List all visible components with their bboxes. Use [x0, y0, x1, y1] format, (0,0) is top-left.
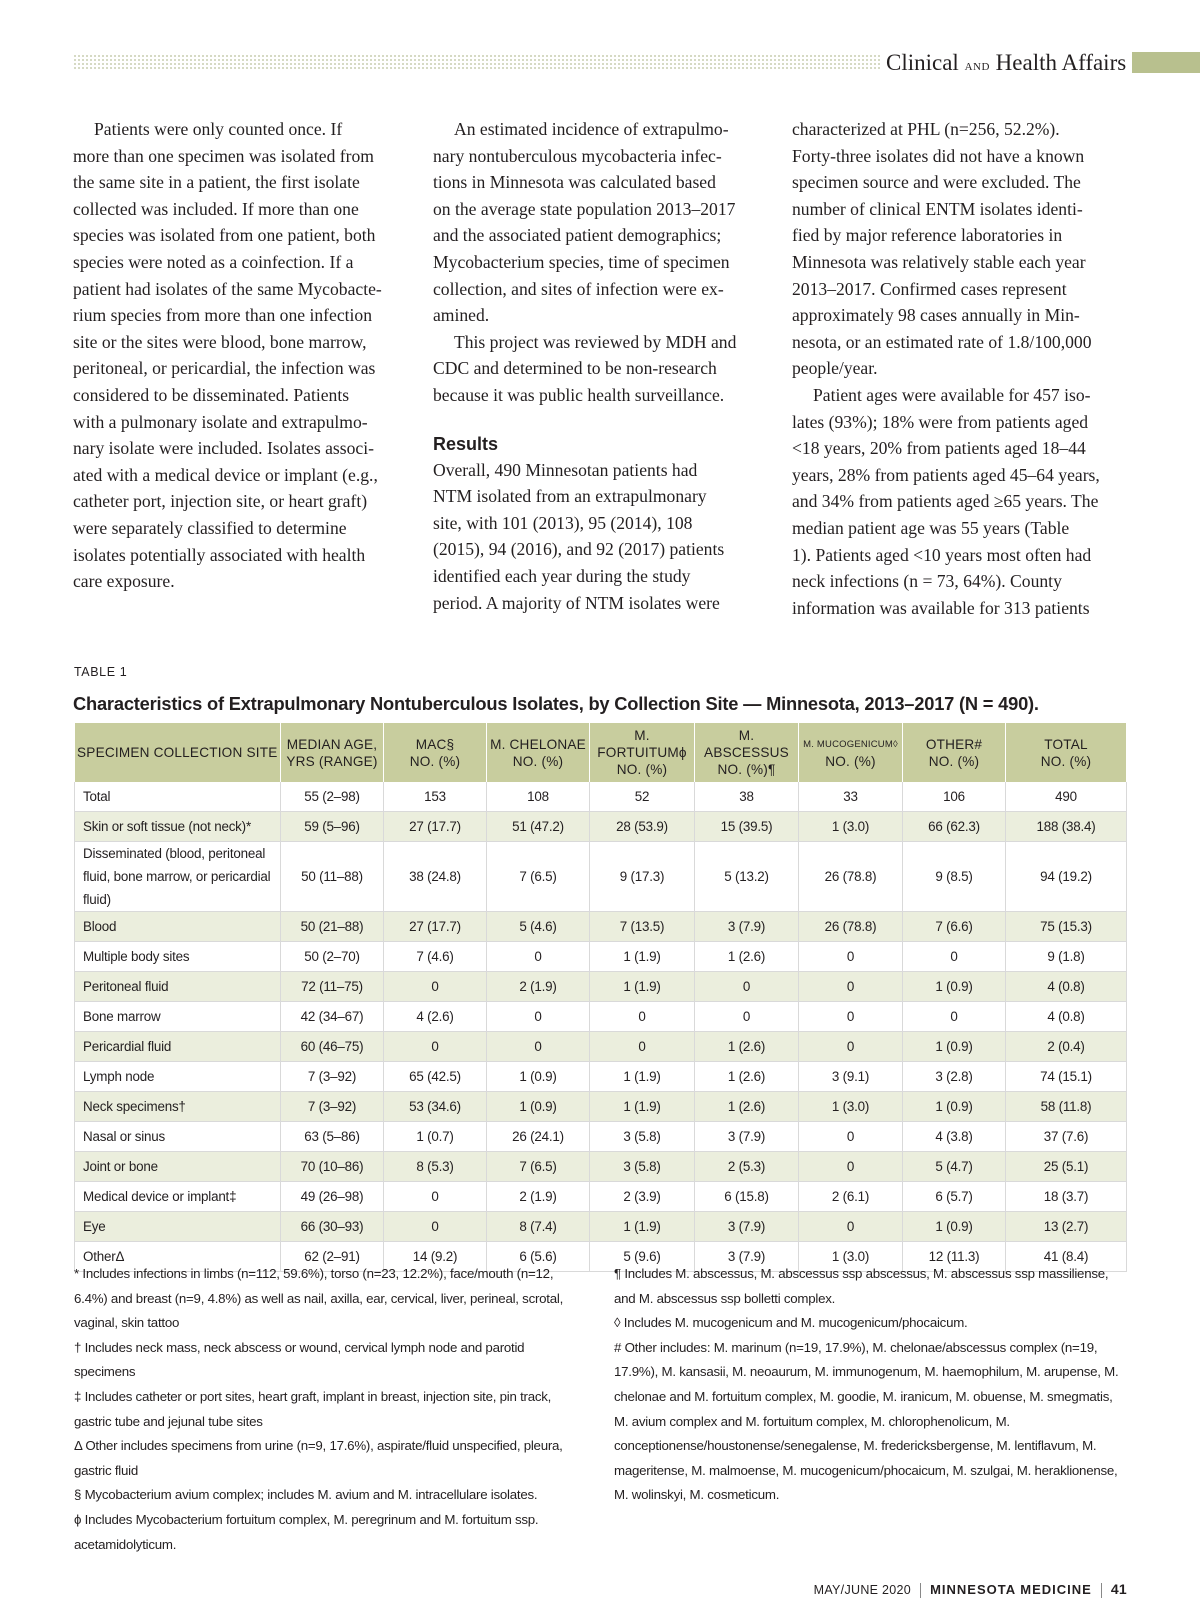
- footnotes-left: [74, 1262, 582, 1557]
- table-cell: 7 (3–92): [281, 1092, 384, 1122]
- table-cell: 7 (6.6): [903, 912, 1006, 942]
- table-cell: 7 (4.6): [384, 942, 487, 972]
- column-header-line: M. CHELONAE: [490, 736, 586, 752]
- page-footer: [814, 1581, 1127, 1598]
- text-line: collection, and sites of infection were ex-: [433, 278, 724, 299]
- table-cell: 108: [487, 782, 590, 812]
- text-line: people/year.: [792, 358, 878, 379]
- footnote: ϕ Includes Mycobacterium fortuitum complex, M. peregrinum and M. fortuitum ssp. acetamidolyticum.: [74, 1511, 539, 1552]
- table-cell: 1 (3.0): [799, 812, 903, 842]
- column-3-paragraph-1: [792, 116, 1137, 382]
- table-cell: 42 (34–67): [281, 1002, 384, 1032]
- table-cell: 0: [799, 942, 903, 972]
- table-cell: 41 (8.4): [1006, 1242, 1127, 1272]
- table-cell: 0: [799, 1212, 903, 1242]
- row-label-cell: Lymph node: [75, 1062, 281, 1092]
- table-cell: 18 (3.7): [1006, 1182, 1127, 1212]
- row-label-cell: Multiple body sites: [75, 942, 281, 972]
- table-cell: 0: [799, 1032, 903, 1062]
- table-cell: 66 (30–93): [281, 1212, 384, 1242]
- table-cell: 5 (4.6): [487, 912, 590, 942]
- table-cell: 1 (1.9): [590, 1092, 695, 1122]
- column-header-line: M. ABSCESSUS: [704, 728, 789, 760]
- table-label: TABLE 1: [74, 665, 128, 679]
- header-title-part2: Health Affairs: [995, 50, 1127, 75]
- row-label-cell: Peritoneal fluid: [75, 972, 281, 1002]
- table-cell: 62 (2–91): [281, 1242, 384, 1272]
- column-header-line: YRS (RANGE): [286, 753, 378, 769]
- text-line: nary nontuberculous mycobacteria infec-: [433, 145, 722, 166]
- table-cell: 0: [384, 1212, 487, 1242]
- table-cell: 1 (0.7): [384, 1122, 487, 1152]
- column-2-paragraph-3: [433, 457, 771, 617]
- header-accent-bar: [1132, 52, 1200, 73]
- header-title-and: AND: [964, 61, 990, 73]
- text-line: more than one specimen was isolated from: [73, 145, 374, 166]
- table-cell: 94 (19.2): [1006, 842, 1127, 912]
- text-line: Overall, 490 Minnesotan patients had: [433, 459, 698, 480]
- text-line: site, with 101 (2013), 95 (2014), 108: [433, 512, 693, 533]
- table-cell: 5 (4.7): [903, 1152, 1006, 1182]
- text-line: collected was included. If more than one: [73, 198, 359, 219]
- text-line: specimen source and were excluded. The: [792, 172, 1081, 193]
- table-header-row: [75, 723, 1127, 782]
- table-cell: 188 (38.4): [1006, 812, 1127, 842]
- table-cell: 37 (7.6): [1006, 1122, 1127, 1152]
- table-cell: 28 (53.9): [590, 812, 695, 842]
- table-cell: 38: [695, 782, 799, 812]
- text-line: patient had isolates of the same Mycobacte-: [73, 278, 382, 299]
- table-cell: 1 (1.9): [590, 1212, 695, 1242]
- footer-magazine-name: MINNESOTA MEDICINE: [930, 1582, 1092, 1597]
- text-line: species were noted as a coinfection. If a: [73, 251, 354, 272]
- table-row: [75, 812, 1127, 842]
- text-line: NTM isolated from an extrapulmonary: [433, 486, 707, 507]
- table-cell: 53 (34.6): [384, 1092, 487, 1122]
- table-cell: 1 (2.6): [695, 1092, 799, 1122]
- table-cell: 70 (10–86): [281, 1152, 384, 1182]
- table-cell: 66 (62.3): [903, 812, 1006, 842]
- text-line: 1). Patients aged <10 years most often had: [792, 544, 1092, 565]
- table-cell: 1 (3.0): [799, 1092, 903, 1122]
- table-cell: 3 (2.8): [903, 1062, 1006, 1092]
- text-line: fied by major reference laboratories in: [792, 225, 1063, 246]
- data-table: [74, 723, 1127, 1272]
- column-header-line: NO. (%): [512, 753, 564, 769]
- text-line: (2015), 94 (2016), and 92 (2017) patients: [433, 539, 725, 560]
- table-cell: 0: [799, 1002, 903, 1032]
- table-cell: 490: [1006, 782, 1127, 812]
- table-cell: 5 (13.2): [695, 842, 799, 912]
- table-cell: 7 (13.5): [590, 912, 695, 942]
- table-cell: 0: [487, 942, 590, 972]
- table-row: [75, 942, 1127, 972]
- table-cell: 59 (5–96): [281, 812, 384, 842]
- row-label-cell: Skin or soft tissue (not neck)*: [75, 812, 281, 842]
- table-cell: 106: [903, 782, 1006, 812]
- table-cell: 3 (7.9): [695, 1242, 799, 1272]
- table-cell: 3 (9.1): [799, 1062, 903, 1092]
- section-header-title: [886, 49, 1126, 81]
- table-cell: 1 (2.6): [695, 942, 799, 972]
- table-cell: 60 (46–75): [281, 1032, 384, 1062]
- text-line: tions in Minnesota was calculated based: [433, 172, 716, 193]
- table-cell: 4 (0.8): [1006, 972, 1127, 1002]
- text-line: Patient ages were available for 457 iso-: [813, 384, 1091, 405]
- table-row: [75, 972, 1127, 1002]
- text-line: identified each year during the study: [433, 565, 691, 586]
- text-line: period. A majority of NTM isolates were: [433, 592, 720, 613]
- table-cell: 153: [384, 782, 487, 812]
- table-row: [75, 1002, 1127, 1032]
- table-cell: 3 (5.8): [590, 1122, 695, 1152]
- table-cell: 33: [799, 782, 903, 812]
- text-line: nary isolate were included. Isolates associ-: [73, 438, 374, 459]
- table-row: [75, 1152, 1127, 1182]
- table-cell: 0: [487, 1032, 590, 1062]
- column-header: [903, 723, 1006, 782]
- table-cell: 8 (5.3): [384, 1152, 487, 1182]
- text-line: years, 28% from patients aged 45–64 years,: [792, 464, 1100, 485]
- text-line: site or the sites were blood, bone marrow,: [73, 331, 367, 352]
- table-cell: 9 (17.3): [590, 842, 695, 912]
- row-label-cell: Nasal or sinus: [75, 1122, 281, 1152]
- table-cell: 12 (11.3): [903, 1242, 1006, 1272]
- table-cell: 5 (9.6): [590, 1242, 695, 1272]
- table-row: [75, 1122, 1127, 1152]
- column-header-line: NO. (%): [928, 753, 980, 769]
- table-cell: 38 (24.8): [384, 842, 487, 912]
- table-cell: 1 (2.6): [695, 1032, 799, 1062]
- table-body: [75, 782, 1127, 1272]
- table-cell: 1 (0.9): [487, 1062, 590, 1092]
- table-cell: 6 (5.7): [903, 1182, 1006, 1212]
- text-line: An estimated incidence of extrapulmo-: [454, 119, 729, 139]
- table-cell: 1 (0.9): [903, 1032, 1006, 1062]
- table-cell: 15 (39.5): [695, 812, 799, 842]
- text-line: considered to be disseminated. Patients: [73, 384, 350, 405]
- row-label-cell: Pericardial fluid: [75, 1032, 281, 1062]
- text-line: the same site in a patient, the first isolate: [73, 172, 360, 193]
- table-cell: 26 (24.1): [487, 1122, 590, 1152]
- row-label-cell: OtherΔ: [75, 1242, 281, 1272]
- table-cell: 0: [799, 1152, 903, 1182]
- footnote: # Other includes: M. marinum (n=19, 17.9%), M. chelonae/abscessus complex (n=19, 17.9%), M. kansasii, M. neoaurum, M. immunogenum, M. haemophilum, M. arupense, M. chelonae and M. fortuitum complex, M. goodie, M. iranicum, M. obuense, M. smegmatis, M. avium complex and M. fortuitum complex, M. chlorophenolicum, M. conceptionense/houstonense/senegalense, M. fredericksbergense, M. lentiflavum, M. mageritense, M. malmoense, M. mucogenicum/phocaicum, M. szulgai, M. heraklionense, M. wolinskyi, M. cosmeticum.: [614, 1339, 1119, 1503]
- footer-issue: MAY/JUNE 2020: [813, 1583, 912, 1597]
- table-cell: 2 (1.9): [487, 972, 590, 1002]
- table-title: Characteristics of Extrapulmonary Nontuberculous Isolates, by Collection Site — Minnesota, 2013–2017 (N = 490).: [73, 693, 1039, 714]
- row-label-cell: Bone marrow: [75, 1002, 281, 1032]
- text-line: were separately classified to determine: [73, 517, 347, 538]
- table-cell: 0: [695, 972, 799, 1002]
- column-2-paragraph-1: [433, 116, 771, 329]
- table-cell: 51 (47.2): [487, 812, 590, 842]
- text-line: care exposure.: [73, 571, 175, 592]
- footer-separator: [920, 1583, 921, 1598]
- column-header-line: OTHER#: [925, 736, 983, 752]
- column-header-line: MEDIAN AGE,: [286, 736, 378, 752]
- column-header-line: NO. (%): [825, 753, 876, 769]
- text-line: median patient age was 55 years (Table: [792, 517, 1070, 538]
- table-cell: 1 (0.9): [487, 1092, 590, 1122]
- row-label-cell: Neck specimens†: [75, 1092, 281, 1122]
- table-row: [75, 1182, 1127, 1212]
- footnote: ‡ Includes catheter or port sites, heart graft, implant in breast, injection site, pin track, gastric tube and jejunal tube sites: [74, 1388, 552, 1429]
- table-cell: 58 (11.8): [1006, 1092, 1127, 1122]
- table-cell: 1 (1.9): [590, 1062, 695, 1092]
- text-line: Patients were only counted once. If: [94, 119, 343, 139]
- table-cell: 14 (9.2): [384, 1242, 487, 1272]
- table-cell: 0: [903, 1002, 1006, 1032]
- column-header: [590, 723, 695, 782]
- column-header-line: NO. (%): [1040, 753, 1092, 769]
- text-line: characterized at PHL (n=256, 52.2%).: [792, 119, 1060, 139]
- column-header: [695, 723, 799, 782]
- column-header: [487, 723, 590, 782]
- text-line: information was available for 313 patients: [792, 597, 1090, 618]
- text-line: peritoneal, or pericardial, the infection was: [73, 358, 376, 379]
- column-header-line: NO. (%): [409, 753, 461, 769]
- table-row: [75, 1092, 1127, 1122]
- table-cell: 0: [384, 972, 487, 1002]
- table-cell: 6 (15.8): [695, 1182, 799, 1212]
- text-line: number of clinical ENTM isolates identi-: [792, 198, 1083, 219]
- table-cell: 3 (7.9): [695, 1122, 799, 1152]
- table-cell: 50 (21–88): [281, 912, 384, 942]
- text-line: rium species from more than one infection: [73, 305, 372, 326]
- table-cell: 27 (17.7): [384, 912, 487, 942]
- column-header-line: NO. (%): [616, 762, 668, 777]
- table-cell: 1 (1.9): [590, 972, 695, 1002]
- footnote: Δ Other includes specimens from urine (n=9, 17.6%), aspirate/fluid unspecified, pleura, gastric fluid: [74, 1438, 563, 1478]
- header-dot-pattern: [73, 54, 881, 71]
- body-column-2: [433, 116, 771, 616]
- footnote: § Mycobacterium avium complex; includes M. avium and M. intracellulare isolates.: [74, 1487, 538, 1503]
- footnotes-right: [614, 1262, 1126, 1508]
- table-cell: 1 (1.9): [590, 942, 695, 972]
- text-line: lates (93%); 18% were from patients aged: [792, 411, 1089, 432]
- text-line: species was isolated from one patient, both: [73, 225, 376, 246]
- table-cell: 2 (1.9): [487, 1182, 590, 1212]
- text-line: isolates potentially associated with health: [73, 544, 366, 565]
- row-label-cell: Blood: [75, 912, 281, 942]
- table-cell: 0: [799, 1122, 903, 1152]
- table-cell: 4 (2.6): [384, 1002, 487, 1032]
- row-label-cell: Disseminated (blood, peritoneal fluid, bone marrow, or pericardial fluid): [75, 842, 281, 912]
- table-cell: 9 (8.5): [903, 842, 1006, 912]
- table-cell: 7 (6.5): [487, 842, 590, 912]
- table-cell: 0: [590, 1032, 695, 1062]
- table-cell: 7 (6.5): [487, 1152, 590, 1182]
- table-cell: 3 (5.8): [590, 1152, 695, 1182]
- results-heading: Results: [433, 433, 499, 454]
- table-cell: 65 (42.5): [384, 1062, 487, 1092]
- table-cell: 2 (6.1): [799, 1182, 903, 1212]
- column-header-line: M. FORTUITUMϕ: [597, 728, 687, 760]
- table-cell: 4 (0.8): [1006, 1002, 1127, 1032]
- table-cell: 1 (2.6): [695, 1062, 799, 1092]
- body-column-1: [73, 116, 411, 595]
- table-cell: 9 (1.8): [1006, 942, 1127, 972]
- footnote: ¶ Includes M. abscessus, M. abscessus ssp abscessus, M. abscessus ssp massiliense, and M. abscessus ssp bolletti complex.: [614, 1266, 1109, 1306]
- table-cell: 2 (5.3): [695, 1152, 799, 1182]
- table-cell: 2 (0.4): [1006, 1032, 1127, 1062]
- header-title-part1: Clinical: [886, 50, 959, 75]
- row-label-cell: Total: [75, 782, 281, 812]
- text-line: Mycobacterium species, time of specimen: [433, 251, 730, 272]
- table-cell: 52: [590, 782, 695, 812]
- text-line: CDC and determined to be non-research: [433, 358, 717, 379]
- table-cell: 0: [695, 1002, 799, 1032]
- column-header: [799, 723, 903, 782]
- table-cell: 27 (17.7): [384, 812, 487, 842]
- table-cell: 0: [384, 1182, 487, 1212]
- table-cell: 8 (7.4): [487, 1212, 590, 1242]
- body-column-3: [792, 116, 1137, 621]
- table-cell: 6 (5.6): [487, 1242, 590, 1272]
- table-cell: 26 (78.8): [799, 912, 903, 942]
- table-cell: 63 (5–86): [281, 1122, 384, 1152]
- table-cell: 50 (11–88): [281, 842, 384, 912]
- table-cell: 0: [487, 1002, 590, 1032]
- table-cell: 1 (3.0): [799, 1242, 903, 1272]
- footnote: ◊ Includes M. mucogenicum and M. mucogenicum/phocaicum.: [614, 1315, 968, 1331]
- table-cell: 13 (2.7): [1006, 1212, 1127, 1242]
- text-line: <18 years, 20% from patients aged 18–44: [792, 438, 1086, 459]
- table-row: [75, 1212, 1127, 1242]
- row-label-cell: Eye: [75, 1212, 281, 1242]
- table-cell: 72 (11–75): [281, 972, 384, 1002]
- table-row: [75, 782, 1127, 812]
- text-line: on the average state population 2013–2017: [433, 198, 736, 219]
- row-label-cell: Medical device or implant‡: [75, 1182, 281, 1212]
- text-line: catheter port, injection site, or heart graft): [73, 491, 368, 512]
- text-line: 2013–2017. Confirmed cases represent: [792, 278, 1067, 299]
- table-cell: 75 (15.3): [1006, 912, 1127, 942]
- table-cell: 50 (2–70): [281, 942, 384, 972]
- text-line: neck infections (n = 73, 64%). County: [792, 571, 1062, 592]
- table-row: [75, 1032, 1127, 1062]
- text-line: approximately 98 cases annually in Min-: [792, 305, 1080, 326]
- text-line: ated with a medical device or implant (e.g.,: [73, 464, 378, 485]
- table-cell: 55 (2–98): [281, 782, 384, 812]
- footnote: † Includes neck mass, neck abscess or wound, cervical lymph node and parotid specimens: [74, 1339, 525, 1380]
- table-cell: 26 (78.8): [799, 842, 903, 912]
- column-2-paragraph-2: [433, 329, 771, 409]
- table-cell: 0: [799, 972, 903, 1002]
- column-header-line: TOTAL: [1044, 736, 1088, 752]
- column-3-paragraph-2: [792, 382, 1137, 621]
- text-line: and 34% from patients aged ≥65 years. The: [792, 491, 1099, 512]
- footnote: * Includes infections in limbs (n=112, 59.6%), torso (n=23, 12.2%), face/mouth (n=12, 6.4%) and breast (n=9, 4.8%) as well as nail, axilla, ear, cervical, liver, perineal, scrotal, vaginal, skin tattoo: [74, 1266, 564, 1331]
- column-header: [75, 723, 281, 782]
- text-line: amined.: [433, 305, 490, 326]
- text-line: with a pulmonary isolate and extrapulmo-: [73, 411, 368, 432]
- text-line: Forty-three isolates did not have a known: [792, 145, 1085, 166]
- table-cell: 0: [590, 1002, 695, 1032]
- table-cell: 3 (7.9): [695, 1212, 799, 1242]
- column-header: [384, 723, 487, 782]
- text-line: nesota, or an estimated rate of 1.8/100,000: [792, 331, 1092, 352]
- table-cell: 0: [384, 1032, 487, 1062]
- text-line: because it was public health surveillance.: [433, 384, 725, 405]
- table-cell: 1 (0.9): [903, 972, 1006, 1002]
- footer-separator: [1101, 1583, 1102, 1598]
- text-line: and the associated patient demographics;: [433, 225, 722, 246]
- column-header: [1006, 723, 1127, 782]
- table-cell: 4 (3.8): [903, 1122, 1006, 1152]
- table-cell: 49 (26–98): [281, 1182, 384, 1212]
- table-row: [75, 842, 1127, 912]
- row-label-cell: Joint or bone: [75, 1152, 281, 1182]
- table-cell: 1 (0.9): [903, 1092, 1006, 1122]
- table-cell: 3 (7.9): [695, 912, 799, 942]
- column-header-line: M. MUCOGENICUM◊: [803, 738, 898, 750]
- column-header-line: SPECIMEN COLLECTION SITE: [77, 745, 278, 760]
- table-cell: 74 (15.1): [1006, 1062, 1127, 1092]
- text-line: This project was reviewed by MDH and: [454, 331, 737, 352]
- table-cell: 25 (5.1): [1006, 1152, 1127, 1182]
- table-cell: 2 (3.9): [590, 1182, 695, 1212]
- text-line: Minnesota was relatively stable each year: [792, 251, 1086, 272]
- table-row: [75, 1062, 1127, 1092]
- column-header-line: MAC§: [415, 736, 455, 752]
- column-header: [281, 723, 384, 782]
- table-cell: 7 (3–92): [281, 1062, 384, 1092]
- column-header-line: NO. (%)¶: [717, 762, 776, 777]
- table-row: [75, 912, 1127, 942]
- page-number: 41: [1110, 1581, 1127, 1597]
- table-cell: 1 (0.9): [903, 1212, 1006, 1242]
- table-cell: 0: [903, 942, 1006, 972]
